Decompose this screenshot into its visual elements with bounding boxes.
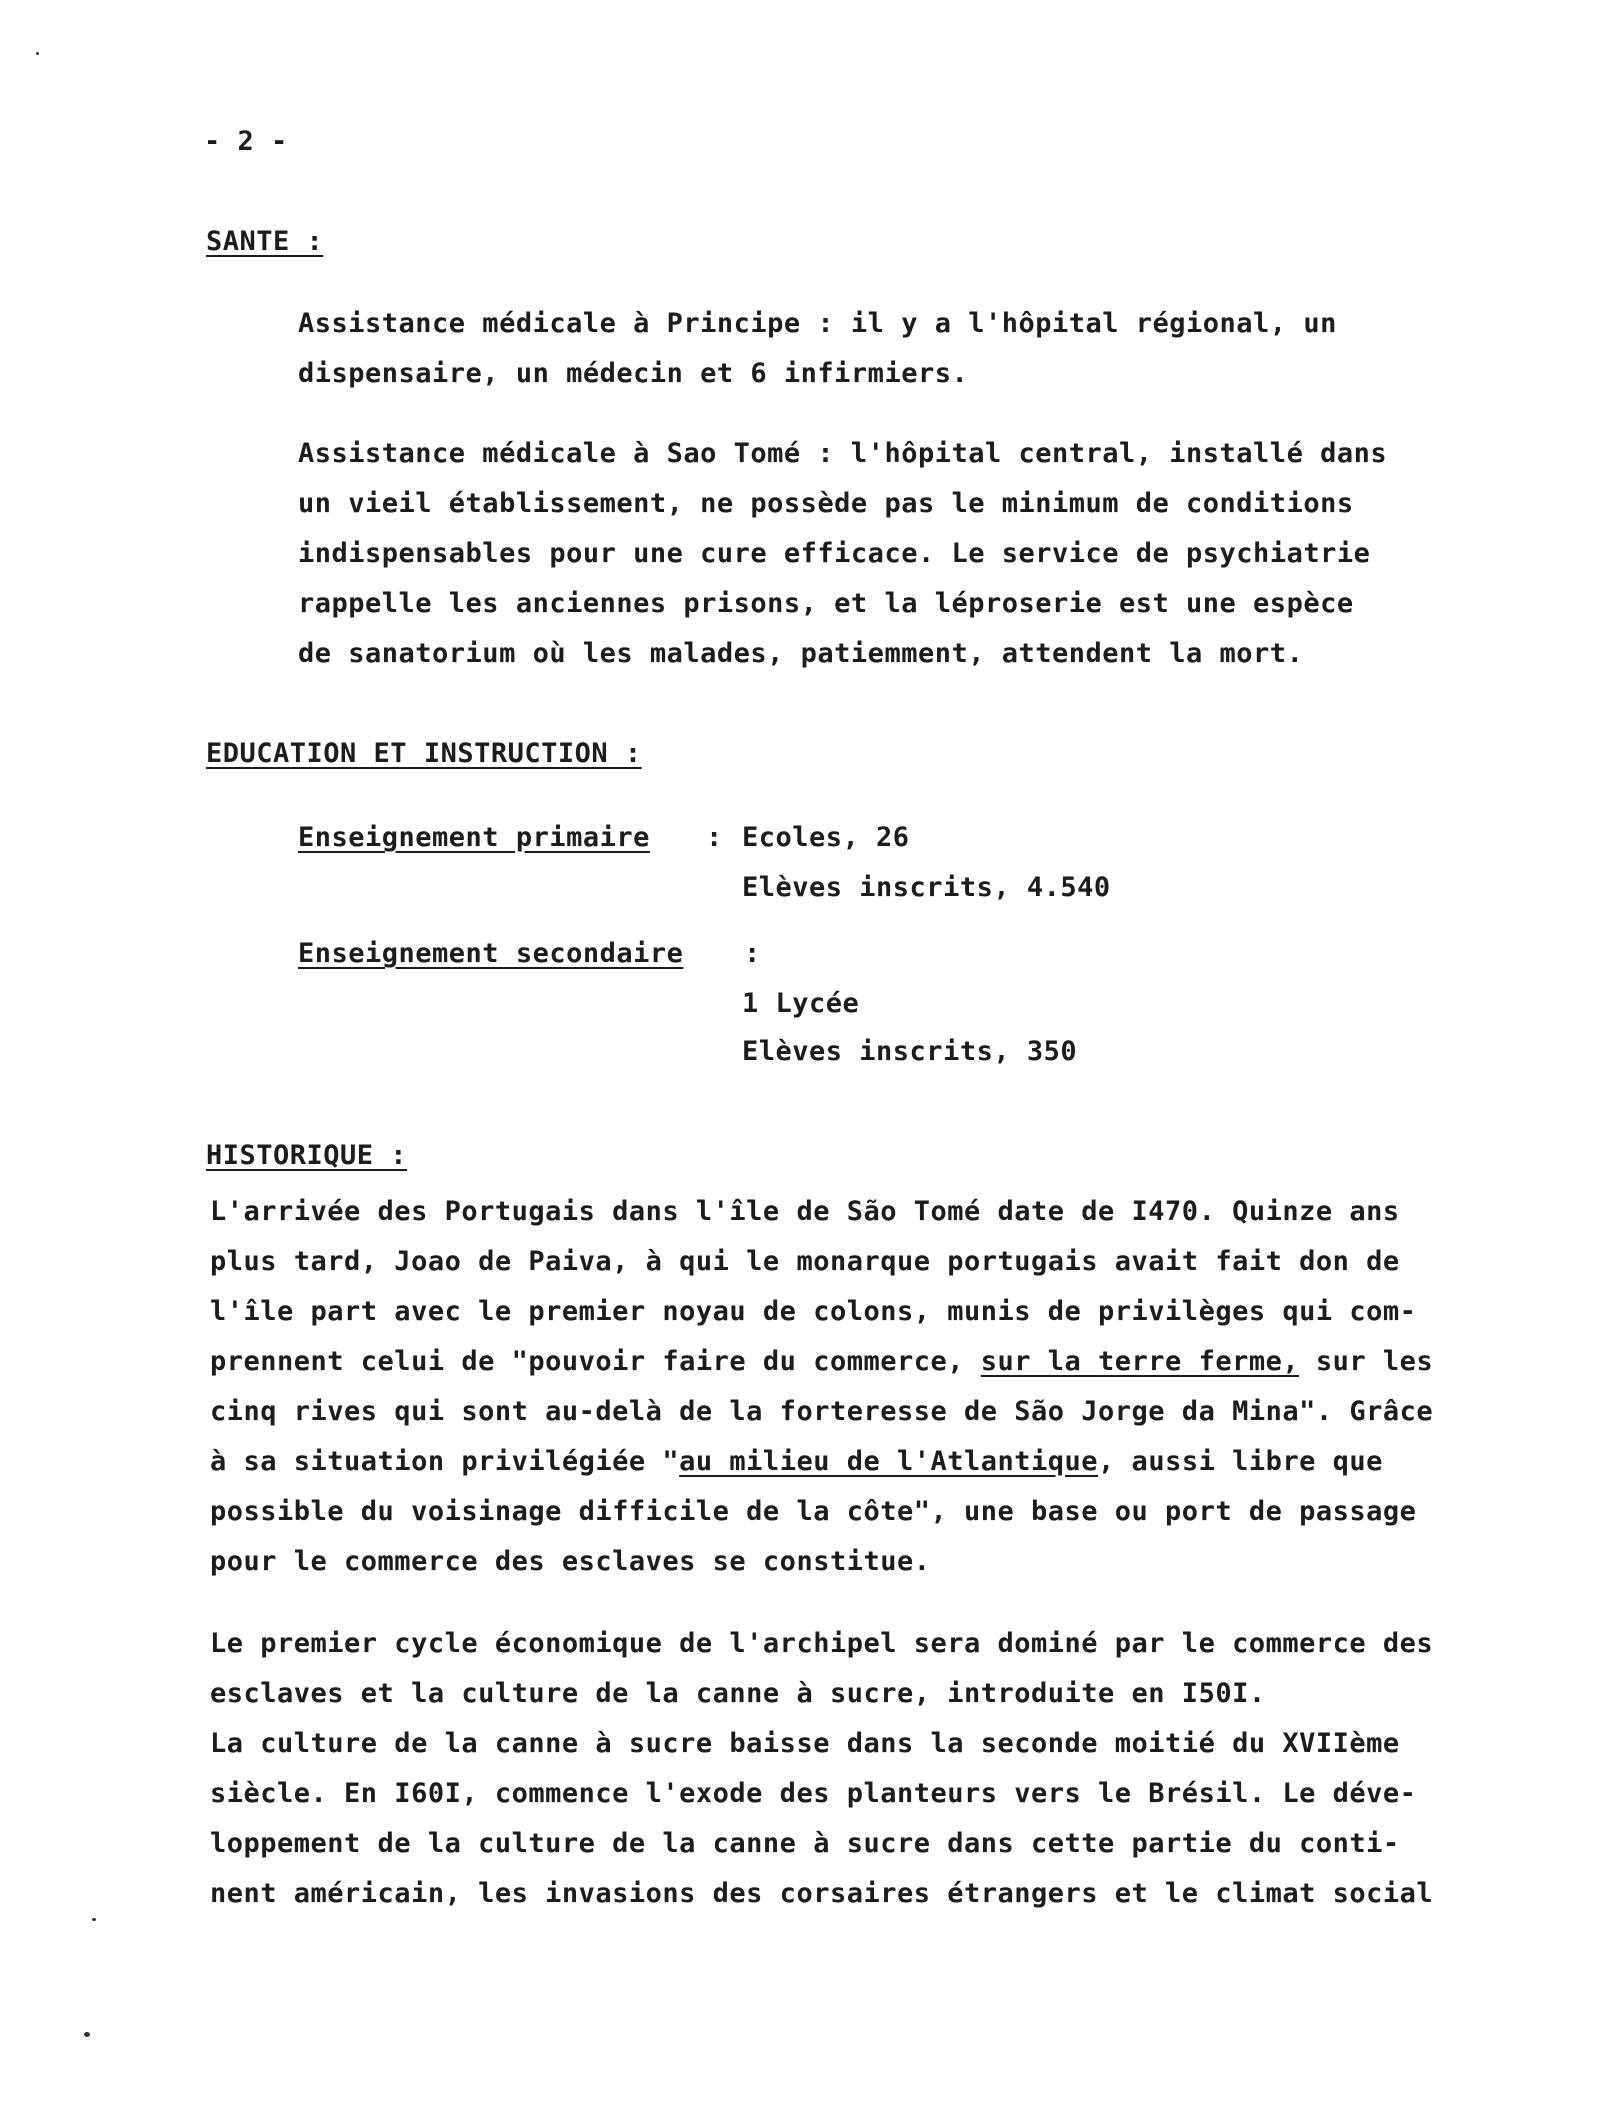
text-line xyxy=(210,1396,1433,1427)
text-line: Le premier cycle économique de l'archipel sera dominé par le commerce des xyxy=(210,1628,1434,1659)
text-line xyxy=(210,1246,1400,1277)
primaire-eleves: Elèves inscrits, 4.540 xyxy=(742,872,1111,903)
label-separator: : xyxy=(744,938,761,969)
text-line xyxy=(210,1196,1400,1227)
text-span: cinq rives qui sont au-delà de la forteresse de São Jorge da Mina". Grâce xyxy=(210,1396,1434,1427)
scan-speck xyxy=(92,1918,96,1921)
text-line: siècle. En I60I, commence l'exode des planteurs vers le Brésil. Le déve- xyxy=(210,1778,1417,1809)
text-line xyxy=(210,1546,930,1577)
secondaire-eleves: Elèves inscrits, 350 xyxy=(742,1036,1078,1067)
label-enseignement-secondaire: Enseignement secondaire xyxy=(298,938,684,969)
scan-speck xyxy=(84,2032,90,2037)
text-line: un vieil établissement, ne possède pas le minimum de conditions xyxy=(298,488,1354,519)
text-span: possible du voisinage difficile de la côte", une base ou port de passage xyxy=(210,1496,1417,1527)
text-span: pour le commerce des esclaves se constitue. xyxy=(210,1546,931,1577)
page-number: - 2 - xyxy=(204,126,288,157)
secondaire-lycee: 1 Lycée xyxy=(742,988,860,1019)
text-span: l'île part avec le premier noyau de colons, munis de privilèges qui com- xyxy=(210,1296,1417,1327)
text-line: loppement de la culture de la canne à sucre dans cette partie du conti- xyxy=(210,1828,1400,1859)
text-span: , aussi libre que xyxy=(1098,1446,1383,1477)
scan-speck xyxy=(36,52,39,55)
underlined-phrase: sur la terre ferme, xyxy=(980,1346,1300,1377)
text-line xyxy=(210,1446,1383,1477)
text-line: Assistance médicale à Principe : il y a l'hôpital régional, un xyxy=(298,308,1337,339)
text-line xyxy=(210,1296,1416,1327)
text-line: La culture de la canne à sucre baisse dans la seconde moitié du XVIIème xyxy=(210,1728,1400,1759)
text-line: de sanatorium où les malades, patiemment, attendent la mort. xyxy=(298,638,1304,669)
text-span: L'arrivée des Portugais dans l'île de São Tomé date de I470. Quinze ans xyxy=(210,1196,1400,1227)
primaire-ecoles: Ecoles, 26 xyxy=(742,822,910,853)
text-line: rappelle les anciennes prisons, et la léproserie est une espèce xyxy=(298,588,1354,619)
text-span: sur les xyxy=(1299,1346,1434,1377)
text-line: indispensables pour une cure efficace. Le service de psychiatrie xyxy=(298,538,1371,569)
text-span: plus tard, Joao de Paiva, à qui le monarque portugais avait fait don de xyxy=(210,1246,1400,1277)
text-span: à sa situation privilégiée " xyxy=(210,1446,680,1477)
text-line: esclaves et la culture de la canne à sucre, introduite en I50I. xyxy=(210,1678,1266,1709)
text-line xyxy=(210,1496,1416,1527)
label-enseignement-primaire: Enseignement primaire xyxy=(298,822,650,853)
text-line xyxy=(210,1346,1433,1377)
label-separator: : xyxy=(706,822,723,853)
text-line: nent américain, les invasions des corsaires étrangers et le climat social xyxy=(210,1878,1434,1909)
text-line: Assistance médicale à Sao Tomé : l'hôpital central, installé dans xyxy=(298,438,1388,469)
section-heading-sante: SANTE : xyxy=(206,226,324,257)
text-span: prennent celui de "pouvoir faire du commerce, xyxy=(210,1346,981,1377)
text-line: dispensaire, un médecin et 6 infirmiers. xyxy=(298,358,969,389)
section-heading-historique: HISTORIQUE : xyxy=(206,1140,408,1171)
underlined-phrase: au milieu de l'Atlantique xyxy=(679,1446,1099,1477)
section-heading-education: EDUCATION ET INSTRUCTION : xyxy=(206,738,642,769)
